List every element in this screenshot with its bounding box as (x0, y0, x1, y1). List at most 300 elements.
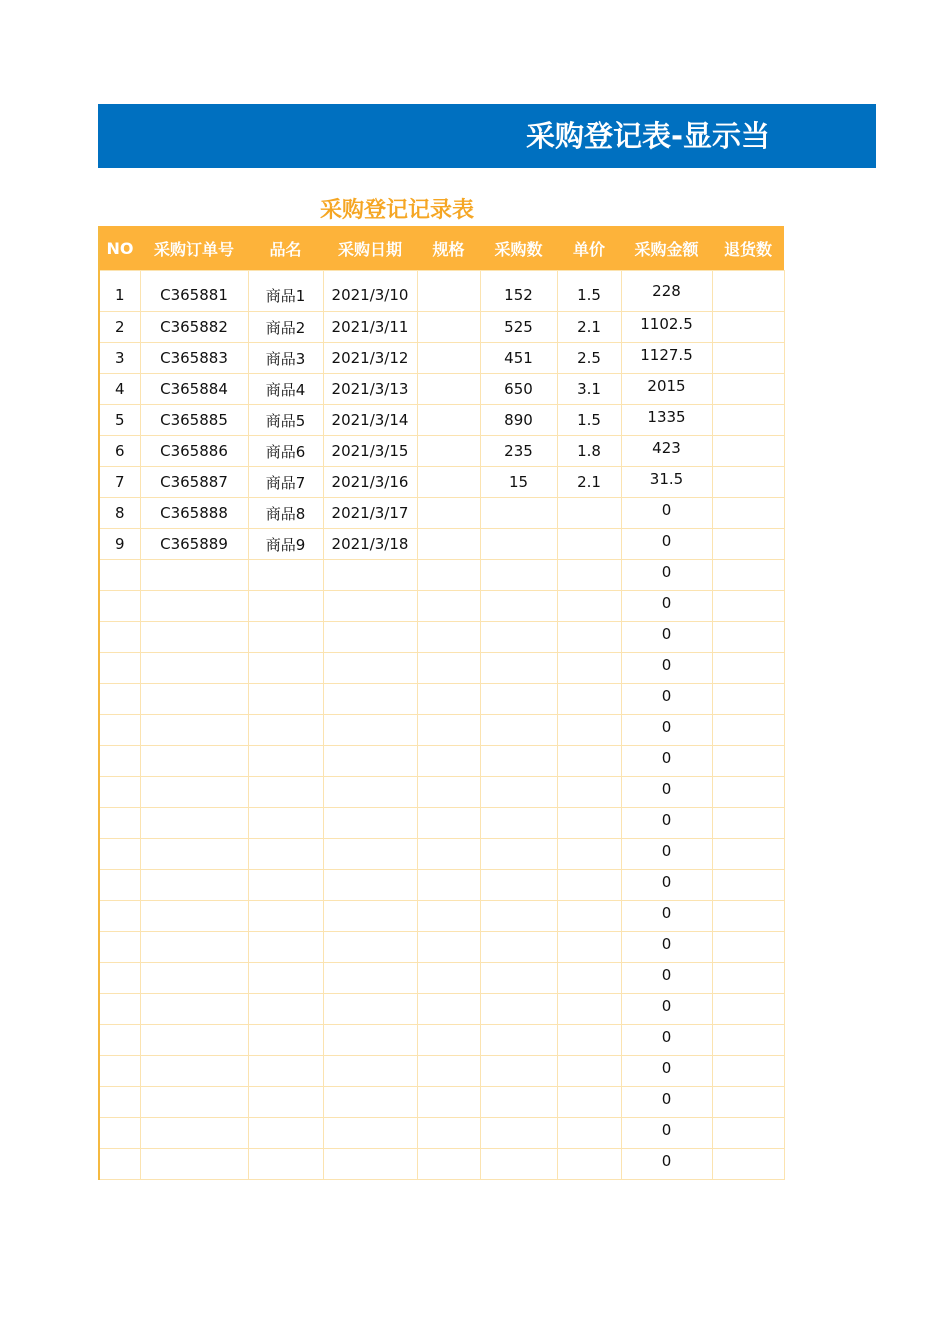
table-row (99, 1056, 784, 1087)
cell-quantity[interactable] (480, 591, 557, 622)
cell-no[interactable] (99, 746, 140, 777)
cell-order-number[interactable] (140, 684, 248, 715)
cell-returns[interactable] (712, 529, 784, 560)
header-spec: 规格 (417, 226, 480, 271)
cell-purchase-date[interactable] (323, 839, 417, 870)
cell-returns[interactable] (712, 498, 784, 529)
cell-returns[interactable] (712, 932, 784, 963)
cell-purchase-date[interactable]: 2021/3/13 (323, 374, 417, 405)
cell-quantity[interactable] (480, 808, 557, 839)
cell-no[interactable]: 6 (99, 436, 140, 467)
cell-no[interactable] (99, 1118, 140, 1149)
cell-quantity[interactable] (480, 653, 557, 684)
cell-spec[interactable] (417, 715, 480, 746)
cell-quantity[interactable]: 15 (480, 467, 557, 498)
cell-unit-price[interactable]: 1.8 (557, 436, 621, 467)
cell-product-name[interactable] (248, 1025, 323, 1056)
cell-product-name[interactable] (248, 1118, 323, 1149)
cell-quantity[interactable] (480, 622, 557, 653)
cell-no[interactable]: 7 (99, 467, 140, 498)
cell-amount[interactable]: 1335 (621, 405, 712, 436)
cell-spec[interactable] (417, 560, 480, 591)
cell-quantity[interactable] (480, 870, 557, 901)
cell-quantity[interactable] (480, 1056, 557, 1087)
cell-returns[interactable] (712, 591, 784, 622)
cell-product-name[interactable] (248, 591, 323, 622)
cell-amount[interactable]: 1127.5 (621, 343, 712, 374)
cell-purchase-date[interactable] (323, 653, 417, 684)
cell-amount[interactable]: 0 (621, 684, 712, 715)
cell-quantity[interactable] (480, 777, 557, 808)
cell-returns[interactable] (712, 1118, 784, 1149)
cell-no[interactable] (99, 1056, 140, 1087)
cell-purchase-date[interactable] (323, 1149, 417, 1180)
cell-quantity[interactable] (480, 746, 557, 777)
table-row (99, 312, 784, 343)
cell-product-name[interactable] (248, 1149, 323, 1180)
cell-no[interactable]: 2 (99, 312, 140, 343)
cell-quantity[interactable]: 650 (480, 374, 557, 405)
cell-quantity[interactable] (480, 529, 557, 560)
cell-amount[interactable]: 0 (621, 994, 712, 1025)
cell-order-number[interactable] (140, 622, 248, 653)
cell-returns[interactable] (712, 963, 784, 994)
cell-product-name[interactable]: 商品5 (248, 405, 323, 436)
cell-product-name[interactable] (248, 560, 323, 591)
cell-product-name[interactable] (248, 901, 323, 932)
cell-order-number[interactable] (140, 808, 248, 839)
cell-unit-price[interactable] (557, 684, 621, 715)
cell-amount[interactable]: 0 (621, 839, 712, 870)
cell-order-number[interactable] (140, 839, 248, 870)
cell-returns[interactable] (712, 560, 784, 591)
table-row (99, 1118, 784, 1149)
purchase-register-table (98, 226, 785, 1180)
cell-product-name[interactable] (248, 1087, 323, 1118)
cell-quantity[interactable]: 152 (480, 271, 557, 312)
cell-spec[interactable] (417, 932, 480, 963)
cell-no[interactable] (99, 591, 140, 622)
cell-amount[interactable]: 0 (621, 777, 712, 808)
cell-no[interactable] (99, 1087, 140, 1118)
cell-spec[interactable] (417, 746, 480, 777)
cell-returns[interactable] (712, 1149, 784, 1180)
cell-returns[interactable] (712, 436, 784, 467)
cell-order-number[interactable]: C365884 (140, 374, 248, 405)
cell-quantity[interactable] (480, 932, 557, 963)
cell-unit-price[interactable] (557, 808, 621, 839)
cell-order-number[interactable] (140, 932, 248, 963)
cell-product-name[interactable]: 商品7 (248, 467, 323, 498)
cell-no[interactable] (99, 839, 140, 870)
cell-unit-price[interactable] (557, 1118, 621, 1149)
cell-product-name[interactable] (248, 715, 323, 746)
cell-amount[interactable]: 0 (621, 1087, 712, 1118)
cell-returns[interactable] (712, 870, 784, 901)
cell-spec[interactable] (417, 467, 480, 498)
table-row (99, 343, 784, 374)
cell-spec[interactable] (417, 1056, 480, 1087)
table-row (99, 963, 784, 994)
cell-unit-price[interactable] (557, 746, 621, 777)
table-body (99, 271, 784, 1180)
cell-product-name[interactable]: 商品3 (248, 343, 323, 374)
cell-unit-price[interactable] (557, 1087, 621, 1118)
cell-amount[interactable]: 0 (621, 808, 712, 839)
cell-order-number[interactable]: C365886 (140, 436, 248, 467)
cell-unit-price[interactable] (557, 653, 621, 684)
cell-returns[interactable] (712, 715, 784, 746)
cell-product-name[interactable] (248, 994, 323, 1025)
cell-purchase-date[interactable]: 2021/3/15 (323, 436, 417, 467)
cell-purchase-date[interactable] (323, 1087, 417, 1118)
cell-product-name[interactable] (248, 746, 323, 777)
table-row (99, 405, 784, 436)
cell-amount[interactable]: 423 (621, 436, 712, 467)
cell-quantity[interactable] (480, 963, 557, 994)
cell-returns[interactable] (712, 405, 784, 436)
cell-purchase-date[interactable] (323, 746, 417, 777)
cell-amount[interactable]: 2015 (621, 374, 712, 405)
cell-order-number[interactable] (140, 746, 248, 777)
header-returns: 退货数 (712, 226, 784, 271)
table-row (99, 870, 784, 901)
cell-returns[interactable] (712, 1087, 784, 1118)
cell-quantity[interactable] (480, 1118, 557, 1149)
cell-no[interactable] (99, 684, 140, 715)
cell-product-name[interactable]: 商品2 (248, 312, 323, 343)
cell-order-number[interactable] (140, 653, 248, 684)
cell-order-number[interactable]: C365885 (140, 405, 248, 436)
cell-purchase-date[interactable] (323, 622, 417, 653)
cell-order-number[interactable]: C365889 (140, 529, 248, 560)
cell-amount[interactable]: 0 (621, 901, 712, 932)
cell-product-name[interactable] (248, 870, 323, 901)
cell-product-name[interactable] (248, 963, 323, 994)
cell-spec[interactable] (417, 343, 480, 374)
cell-quantity[interactable] (480, 1025, 557, 1056)
cell-no[interactable] (99, 870, 140, 901)
cell-product-name[interactable]: 商品1 (248, 271, 323, 312)
table-row (99, 715, 784, 746)
banner-title: 采购登记表-显示当 (526, 119, 771, 153)
cell-quantity[interactable] (480, 1149, 557, 1180)
cell-unit-price[interactable]: 2.1 (557, 467, 621, 498)
cell-no[interactable] (99, 622, 140, 653)
cell-amount[interactable]: 1102.5 (621, 312, 712, 343)
cell-amount[interactable]: 0 (621, 529, 712, 560)
cell-quantity[interactable] (480, 684, 557, 715)
cell-spec[interactable] (417, 271, 480, 312)
table-row (99, 932, 784, 963)
table-row (99, 1149, 784, 1180)
cell-purchase-date[interactable] (323, 1118, 417, 1149)
cell-unit-price[interactable]: 1.5 (557, 271, 621, 312)
table-row (99, 746, 784, 777)
cell-amount[interactable]: 0 (621, 560, 712, 591)
cell-returns[interactable] (712, 271, 784, 312)
cell-spec[interactable] (417, 839, 480, 870)
cell-returns[interactable] (712, 1025, 784, 1056)
cell-spec[interactable] (417, 870, 480, 901)
cell-spec[interactable] (417, 1118, 480, 1149)
cell-amount[interactable]: 0 (621, 1025, 712, 1056)
table-row (99, 436, 784, 467)
cell-no[interactable] (99, 715, 140, 746)
cell-no[interactable] (99, 560, 140, 591)
cell-order-number[interactable] (140, 715, 248, 746)
cell-amount[interactable]: 31.5 (621, 467, 712, 498)
cell-product-name[interactable] (248, 653, 323, 684)
cell-product-name[interactable]: 商品6 (248, 436, 323, 467)
cell-quantity[interactable] (480, 1087, 557, 1118)
cell-product-name[interactable] (248, 932, 323, 963)
cell-unit-price[interactable] (557, 1149, 621, 1180)
cell-spec[interactable] (417, 684, 480, 715)
cell-spec[interactable] (417, 901, 480, 932)
cell-purchase-date[interactable] (323, 870, 417, 901)
cell-returns[interactable] (712, 312, 784, 343)
cell-order-number[interactable] (140, 994, 248, 1025)
cell-quantity[interactable] (480, 994, 557, 1025)
table-row (99, 994, 784, 1025)
cell-order-number[interactable] (140, 870, 248, 901)
cell-product-name[interactable] (248, 684, 323, 715)
cell-order-number[interactable] (140, 901, 248, 932)
cell-order-number[interactable] (140, 1118, 248, 1149)
cell-quantity[interactable] (480, 498, 557, 529)
cell-unit-price[interactable] (557, 932, 621, 963)
cell-no[interactable] (99, 808, 140, 839)
cell-returns[interactable] (712, 684, 784, 715)
cell-product-name[interactable]: 商品8 (248, 498, 323, 529)
cell-no[interactable] (99, 932, 140, 963)
header-order-number: 采购订单号 (140, 226, 248, 271)
cell-no[interactable] (99, 653, 140, 684)
sheet-title (98, 196, 876, 226)
cell-purchase-date[interactable]: 2021/3/16 (323, 467, 417, 498)
cell-no[interactable]: 4 (99, 374, 140, 405)
cell-order-number[interactable] (140, 1087, 248, 1118)
cell-amount[interactable]: 0 (621, 870, 712, 901)
cell-purchase-date[interactable] (323, 932, 417, 963)
cell-no[interactable]: 9 (99, 529, 140, 560)
cell-unit-price[interactable] (557, 1056, 621, 1087)
cell-no[interactable]: 3 (99, 343, 140, 374)
cell-unit-price[interactable] (557, 529, 621, 560)
cell-purchase-date[interactable] (323, 1056, 417, 1087)
cell-quantity[interactable]: 525 (480, 312, 557, 343)
cell-purchase-date[interactable] (323, 1025, 417, 1056)
cell-order-number[interactable] (140, 1056, 248, 1087)
cell-amount[interactable]: 0 (621, 591, 712, 622)
cell-spec[interactable] (417, 529, 480, 560)
cell-order-number[interactable]: C365881 (140, 271, 248, 312)
cell-spec[interactable] (417, 1025, 480, 1056)
cell-spec[interactable] (417, 653, 480, 684)
cell-spec[interactable] (417, 1087, 480, 1118)
cell-returns[interactable] (712, 374, 784, 405)
cell-unit-price[interactable] (557, 870, 621, 901)
table-row (99, 1087, 784, 1118)
cell-spec[interactable] (417, 1149, 480, 1180)
cell-purchase-date[interactable]: 2021/3/18 (323, 529, 417, 560)
cell-spec[interactable] (417, 405, 480, 436)
cell-amount[interactable]: 0 (621, 932, 712, 963)
cell-purchase-date[interactable] (323, 560, 417, 591)
cell-order-number[interactable] (140, 591, 248, 622)
cell-no[interactable] (99, 963, 140, 994)
cell-amount[interactable]: 0 (621, 622, 712, 653)
cell-returns[interactable] (712, 1056, 784, 1087)
cell-unit-price[interactable] (557, 498, 621, 529)
cell-unit-price[interactable]: 2.5 (557, 343, 621, 374)
cell-spec[interactable] (417, 808, 480, 839)
cell-returns[interactable] (712, 839, 784, 870)
header-unit-price: 单价 (557, 226, 621, 271)
cell-unit-price[interactable]: 2.1 (557, 312, 621, 343)
cell-purchase-date[interactable] (323, 777, 417, 808)
cell-unit-price[interactable] (557, 591, 621, 622)
cell-order-number[interactable] (140, 963, 248, 994)
cell-no[interactable] (99, 777, 140, 808)
cell-quantity[interactable] (480, 901, 557, 932)
table-row (99, 467, 784, 498)
cell-spec[interactable] (417, 591, 480, 622)
cell-amount[interactable]: 0 (621, 715, 712, 746)
cell-no[interactable] (99, 1025, 140, 1056)
table-row (99, 498, 784, 529)
cell-unit-price[interactable] (557, 560, 621, 591)
table-row (99, 901, 784, 932)
cell-product-name[interactable] (248, 839, 323, 870)
cell-returns[interactable] (712, 901, 784, 932)
cell-spec[interactable] (417, 994, 480, 1025)
header-no: NO (99, 226, 140, 271)
cell-returns[interactable] (712, 343, 784, 374)
cell-purchase-date[interactable]: 2021/3/10 (323, 271, 417, 312)
cell-unit-price[interactable] (557, 1025, 621, 1056)
cell-order-number[interactable]: C365887 (140, 467, 248, 498)
cell-amount[interactable]: 0 (621, 1149, 712, 1180)
cell-purchase-date[interactable] (323, 684, 417, 715)
cell-spec[interactable] (417, 622, 480, 653)
table-row (99, 777, 784, 808)
cell-amount[interactable]: 0 (621, 1118, 712, 1149)
cell-no[interactable]: 5 (99, 405, 140, 436)
cell-no[interactable] (99, 901, 140, 932)
cell-unit-price[interactable] (557, 901, 621, 932)
cell-spec[interactable] (417, 777, 480, 808)
cell-order-number[interactable]: C365883 (140, 343, 248, 374)
cell-purchase-date[interactable] (323, 715, 417, 746)
cell-purchase-date[interactable] (323, 808, 417, 839)
table-row (99, 591, 784, 622)
cell-spec[interactable] (417, 963, 480, 994)
cell-no[interactable]: 1 (99, 271, 140, 312)
cell-no[interactable] (99, 994, 140, 1025)
cell-spec[interactable] (417, 436, 480, 467)
table-row (99, 622, 784, 653)
table-row (99, 839, 784, 870)
cell-amount[interactable]: 0 (621, 1056, 712, 1087)
cell-purchase-date[interactable] (323, 994, 417, 1025)
cell-quantity[interactable]: 235 (480, 436, 557, 467)
cell-amount[interactable]: 0 (621, 746, 712, 777)
header-product-name: 品名 (248, 226, 323, 271)
cell-order-number[interactable] (140, 1149, 248, 1180)
cell-no[interactable] (99, 1149, 140, 1180)
cell-unit-price[interactable] (557, 715, 621, 746)
cell-product-name[interactable] (248, 808, 323, 839)
cell-returns[interactable] (712, 622, 784, 653)
cell-unit-price[interactable] (557, 839, 621, 870)
header-row (99, 226, 784, 271)
cell-product-name[interactable] (248, 1056, 323, 1087)
cell-purchase-date[interactable] (323, 963, 417, 994)
cell-quantity[interactable] (480, 715, 557, 746)
cell-unit-price[interactable] (557, 963, 621, 994)
cell-amount[interactable]: 0 (621, 653, 712, 684)
cell-product-name[interactable]: 商品4 (248, 374, 323, 405)
cell-purchase-date[interactable]: 2021/3/14 (323, 405, 417, 436)
title-banner (98, 104, 876, 168)
cell-no[interactable]: 8 (99, 498, 140, 529)
cell-purchase-date[interactable]: 2021/3/12 (323, 343, 417, 374)
cell-spec[interactable] (417, 374, 480, 405)
cell-amount[interactable]: 228 (621, 271, 712, 312)
cell-purchase-date[interactable]: 2021/3/17 (323, 498, 417, 529)
cell-product-name[interactable] (248, 777, 323, 808)
cell-returns[interactable] (712, 467, 784, 498)
cell-spec[interactable] (417, 312, 480, 343)
table-row (99, 271, 784, 312)
cell-product-name[interactable] (248, 622, 323, 653)
cell-unit-price[interactable] (557, 777, 621, 808)
cell-returns[interactable] (712, 777, 784, 808)
cell-amount[interactable]: 0 (621, 498, 712, 529)
cell-amount[interactable]: 0 (621, 963, 712, 994)
table-row (99, 374, 784, 405)
cell-quantity[interactable]: 890 (480, 405, 557, 436)
cell-quantity[interactable] (480, 560, 557, 591)
cell-unit-price[interactable]: 1.5 (557, 405, 621, 436)
cell-quantity[interactable] (480, 839, 557, 870)
cell-spec[interactable] (417, 498, 480, 529)
table-row (99, 808, 784, 839)
cell-unit-price[interactable] (557, 622, 621, 653)
cell-unit-price[interactable]: 3.1 (557, 374, 621, 405)
cell-purchase-date[interactable]: 2021/3/11 (323, 312, 417, 343)
cell-purchase-date[interactable] (323, 901, 417, 932)
cell-quantity[interactable]: 451 (480, 343, 557, 374)
cell-unit-price[interactable] (557, 994, 621, 1025)
cell-product-name[interactable]: 商品9 (248, 529, 323, 560)
cell-purchase-date[interactable] (323, 591, 417, 622)
table-row (99, 653, 784, 684)
cell-returns[interactable] (712, 746, 784, 777)
header-quantity: 采购数 (480, 226, 557, 271)
cell-returns[interactable] (712, 808, 784, 839)
cell-order-number[interactable] (140, 1025, 248, 1056)
header-purchase-date: 采购日期 (323, 226, 417, 271)
cell-order-number[interactable] (140, 777, 248, 808)
cell-order-number[interactable]: C365888 (140, 498, 248, 529)
cell-order-number[interactable]: C365882 (140, 312, 248, 343)
cell-returns[interactable] (712, 653, 784, 684)
cell-order-number[interactable] (140, 560, 248, 591)
cell-returns[interactable] (712, 994, 784, 1025)
